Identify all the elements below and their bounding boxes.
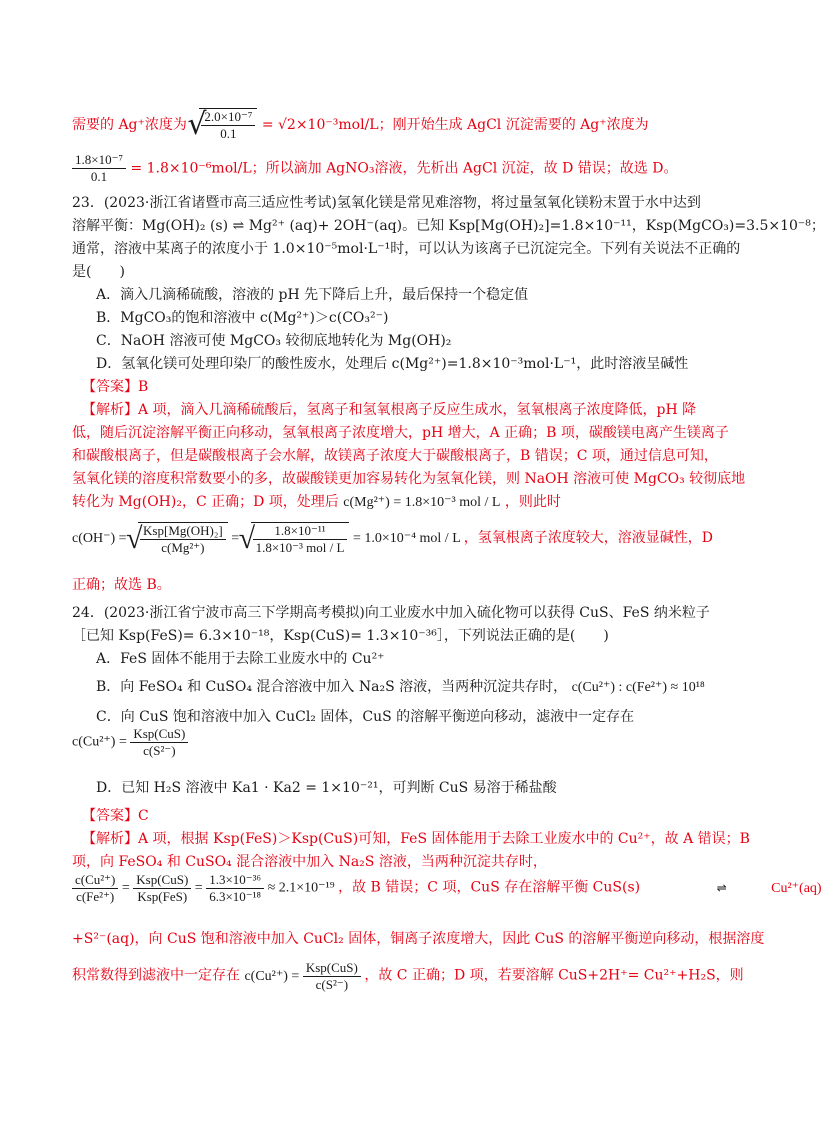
text: 转化为 Mg(OH)₂，C 正确；D 项，处理后 xyxy=(72,494,339,510)
equilibrium-arrow-icon: ⇌ xyxy=(716,880,725,895)
q23-formula-line: c(OH⁻) = √ $\frac{\text{Ksp[Mg(OH)₂]}}{\text{c(Mg²⁺)}}$ = √ $\frac{\text{1.8×10⁻¹¹}}{\text{1.8×10⁻³ mol / L}}$ = 1.0×10⁻⁴ mol / L ，氢氧根离子浓度较大，溶液显碱性，D xyxy=(72,522,713,556)
frac-num: √ 2.0×10⁻⁷ xyxy=(201,109,255,126)
text: 积常数得到滤液中一定存在 xyxy=(72,967,240,984)
text: ，故 B 错误；C 项，CuS 存在溶解平衡 CuS(s) xyxy=(338,879,641,896)
q24-stem-2: ［已知 Ksp(FeS)= 6.3×10⁻¹⁸，Ksp(CuS)= 1.3×10⁻³⁶］，下列说法正确的是( ) xyxy=(72,628,609,644)
q23-explain-5 xyxy=(72,492,561,513)
q24-explain-2: 项，向 FeSO₄ 和 CuSO₄ 混合溶液中加入 Na₂S 溶液，当两种沉淀共存时， xyxy=(72,854,547,870)
frac-den: Ksp(FeS) xyxy=(137,889,188,904)
q23-explain-4: 氢氧化镁的溶度积常数要小的多，故碳酸镁更加容易转化为氢氧化镁，则 NaOH 溶液可使 MgCO₃ 较彻底地 xyxy=(72,471,746,487)
frac-num: Ksp(CuS) xyxy=(130,726,188,743)
q24-stem-1: 24．(2023·浙江省宁波市高三下学期高考模拟)向工业废水中加入硫化物可以获得 CuS、FeS 纳米粒子 xyxy=(72,605,710,621)
prev-text: 需要的 Ag⁺浓度为 xyxy=(72,117,187,133)
q24-c-formula xyxy=(72,726,188,759)
frac-den: 0.1 xyxy=(90,169,108,184)
frac-den: c(Mg²⁺) xyxy=(161,540,205,555)
sqrt-expr xyxy=(138,522,228,556)
sqrt-expr xyxy=(251,522,350,556)
formula: c(Mg²⁺) = 1.8×10⁻³ mol / L xyxy=(343,495,501,510)
frac-num: √ Ksp[Mg(OH)₂] xyxy=(140,523,226,540)
q24-option-b xyxy=(96,677,705,698)
prev-text: = √2×10⁻³mol/L；刚开始生成 AgCl 沉淀需要的 Ag⁺浓度为 xyxy=(261,117,649,133)
q23-stem-1: 23．(2023·浙江省诸暨市高三适应性考试)氢氧化镁是常见难溶物，将过量氢氧化镁粉末置于水中达到 xyxy=(72,195,701,211)
frac-den: c(Fe²⁺) xyxy=(76,889,115,904)
q24-explain-5 xyxy=(72,960,744,993)
sqrt-expr xyxy=(199,108,257,142)
q23-explain-1: 【解析】A 项，滴入几滴稀硫酸后，氢离子和氢氧根离子反应生成水，氢氧根离子浓度降低，pH 降 xyxy=(82,402,697,418)
q24-formula-line: $\frac{\text{c(Cu²⁺)}}{\text{c(Fe²⁺)}}$ = $\frac{\text{Ksp(CuS)}}{\text{Ksp(FeS)}}$ = $\frac{\text{1.3×10⁻³⁶}}{\text{6.3×10⁻¹⁸}}$ ≈ 2.1×10⁻¹⁹ ，故 B 错误；C 项，CuS 存在溶解平衡 CuS(s) ⇌ Cu²⁺(aq) xyxy=(72,872,822,905)
text: Cu²⁺(aq) xyxy=(771,880,822,896)
fraction xyxy=(72,152,126,185)
formula: c(Cu²⁺) : c(Fe²⁺) ≈ 10¹⁸ xyxy=(571,680,705,695)
q24-explain-1: 【解析】A 项，根据 Ksp(FeS)＞Ksp(CuS)可知，FeS 固体能用于去除工业废水中的 Cu²⁺，故 A 错误；B xyxy=(82,831,750,847)
formula-rhs: = 1.0×10⁻⁴ mol / L xyxy=(352,531,461,547)
q23-stem-4: 是( ) xyxy=(72,264,125,280)
q23-explain-2: 低，随后沉淀溶解平衡正向移动，氢氧根离子浓度增大，pH 增大，A 正确；B 项，碳酸镁电离产生镁离子 xyxy=(72,425,729,441)
formula-rhs: ≈ 2.1×10⁻¹⁹ xyxy=(267,880,335,896)
frac-num: Ksp(CuS) xyxy=(303,960,361,977)
q23-option-b: B．MgCO₃的饱和溶液中 c(Mg²⁺)＞c(CO₃²⁻) xyxy=(96,310,389,326)
text: ，氢氧根离子浓度较大，溶液显碱性，D xyxy=(463,530,713,547)
prev-line-2 xyxy=(72,152,677,185)
text: ，故 C 正确；D 项，若要溶解 CuS+2H⁺= Cu²⁺+H₂S，则 xyxy=(364,967,744,984)
frac-num: √ 1.8×10⁻¹¹ xyxy=(253,523,348,540)
q23-stem-2: 溶解平衡：Mg(OH)₂ (s) ⇌ Mg²⁺ (aq)+ 2OH⁻(aq)。已知 Ksp[Mg(OH)₂]=1.8×10⁻¹¹，Ksp(MgCO₃)=3.5×10⁻⁸； xyxy=(72,218,825,234)
q24-option-a: A．FeS 固体不能用于去除工业废水中的 Cu²⁺ xyxy=(96,651,385,667)
text: ，则此时 xyxy=(504,494,561,510)
frac-den: c(S²⁻) xyxy=(315,977,349,992)
frac-den: c(S²⁻) xyxy=(143,743,176,758)
q23-option-d: D．氢氧化镁可处理印染厂的酸性废水，处理后 c(Mg²⁺)=1.8×10⁻³mol·L⁻¹，此时溶液呈碱性 xyxy=(96,356,689,372)
formula-lhs: c(Cu²⁺) = xyxy=(72,734,127,750)
q23-explain-6: 正确；故选 B。 xyxy=(72,577,171,593)
q23-explain-3: 和碳酸根离子，但是碳酸根离子会水解，故镁离子浓度大于碳酸根离子，B 错误；C 项，通过信息可知， xyxy=(72,448,718,464)
q24-explain-4: +S²⁻(aq)，向 CuS 饱和溶液中加入 CuCl₂ 固体，铜离子浓度增大，因此 CuS 的溶解平衡逆向移动，根据溶度 xyxy=(72,931,765,947)
frac-num: Ksp(CuS) xyxy=(133,872,191,889)
formula-lhs: c(OH⁻) = xyxy=(72,531,127,547)
q23-answer: 【答案】B xyxy=(82,379,149,395)
frac-num: c(Cu²⁺) xyxy=(72,872,118,889)
q24-answer: 【答案】C xyxy=(82,808,149,824)
q24-option-c: C．向 CuS 饱和溶液中加入 CuCl₂ 固体，CuS 的溶解平衡逆向移动，滤液中一定存在 xyxy=(96,709,635,725)
q24-option-d: D．已知 H₂S 溶液中 Ka1 · Ka2 = 1×10⁻²¹，可判断 CuS 易溶于稀盐酸 xyxy=(96,780,557,796)
frac-num: 1.3×10⁻³⁶ xyxy=(206,872,264,889)
prev-text: = 1.8×10⁻⁶mol/L；所以滴加 AgNO₃溶液，先析出 AgCl 沉淀，故 D 错误；故选 D。 xyxy=(130,160,678,177)
frac-num: 1.8×10⁻⁷ xyxy=(72,152,126,169)
frac-den: 1.8×10⁻³ mol / L xyxy=(255,540,345,555)
frac-den: 0.1 xyxy=(220,126,237,141)
text: B．向 FeSO₄ 和 CuSO₄ 混合溶液中加入 Na₂S 溶液，当两种沉淀共存时， xyxy=(96,679,568,695)
formula xyxy=(244,960,364,992)
q23-stem-3: 通常，溶液中某离子的浓度小于 1.0×10⁻⁵mol·L⁻¹时，可以认为该离子已沉淀完全。下列有关说法不正确的 xyxy=(72,241,741,257)
frac-den: 6.3×10⁻¹⁸ xyxy=(209,889,262,904)
prev-line-1 xyxy=(72,108,649,142)
formula-lhs: c(Cu²⁺) = xyxy=(244,968,300,984)
q23-option-c: C．NaOH 溶液可使 MgCO₃ 较彻底地转化为 Mg(OH)₂ xyxy=(96,333,452,349)
q23-option-a: A．滴入几滴稀硫酸，溶液的 pH 先下降后上升，最后保持一个稳定值 xyxy=(96,287,529,303)
